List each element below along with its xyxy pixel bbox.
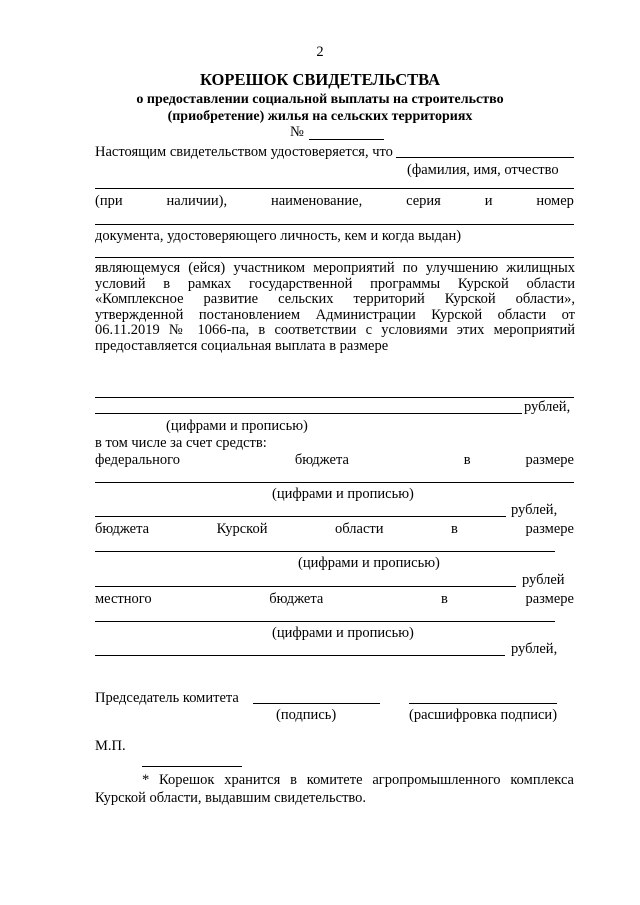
signature-hint: (подпись)	[276, 707, 337, 723]
number-label: №	[290, 124, 304, 140]
regional-word: размере	[525, 521, 574, 537]
fio-hint: (фамилия, имя, отчество	[407, 162, 559, 178]
document-hint-row	[95, 193, 574, 210]
regional-amount-line-2[interactable]	[95, 586, 516, 587]
body-line: являющемуся (ейся) участником мероприятий по улучшению жилищных	[95, 260, 575, 276]
local-word: размере	[525, 591, 574, 607]
local-word: бюджета	[269, 591, 324, 607]
regional-word: бюджета	[95, 521, 150, 537]
body-line: 06.11.2019 № 1066-па, в соответствии с условиями этих мероприятий	[95, 322, 575, 338]
federal-word: размере	[525, 452, 574, 468]
federal-word: в	[463, 452, 471, 468]
fio-continuation-line[interactable]	[95, 188, 574, 189]
local-amount-line-1[interactable]	[95, 621, 555, 622]
issued-by-field-line[interactable]	[95, 257, 574, 258]
rubles-label-total: рублей,	[524, 399, 571, 415]
local-amount-line-2[interactable]	[95, 655, 505, 656]
body-line: утвержденной постановлением Администрации Курской области от	[95, 306, 575, 323]
document-subtitle-line-2: (приобретение) жилья на сельских территориях	[167, 109, 473, 124]
hint-word: наличии),	[166, 193, 228, 209]
page-number: 2	[316, 44, 324, 60]
document-field-line[interactable]	[95, 224, 574, 225]
footnote-line-2: Курской области, выдавшим свидетельство.	[95, 790, 367, 806]
federal-budget-row	[95, 452, 574, 469]
document-subtitle-line-1: о предоставлении социальной выплаты на строительство	[136, 92, 504, 107]
local-budget-row	[95, 591, 574, 608]
document-hint-line: документа, удостоверяющего личность, кем и когда выдан)	[95, 228, 462, 244]
federal-amount-line-2[interactable]	[95, 516, 506, 517]
total-amount-hint: (цифрами и прописью)	[166, 418, 308, 434]
hint-word: номер	[536, 193, 574, 209]
signature-decode-field-line[interactable]	[409, 703, 557, 704]
regional-amount-line-1[interactable]	[95, 551, 555, 552]
body-line: условий в рамках государственной программы Курской области	[95, 275, 575, 292]
federal-word: бюджета	[294, 452, 349, 468]
body-line: предоставляется социальная выплата в размере	[95, 337, 389, 354]
footnote-line-1: * Корешок хранится в комитете агропромышленного комплекса	[142, 772, 574, 788]
footnote-separator	[142, 766, 242, 767]
stamp-label: М.П.	[95, 738, 126, 754]
hint-word: серия	[406, 193, 441, 209]
local-word: местного	[95, 591, 152, 607]
federal-word: федерального	[95, 452, 180, 468]
signature-decode-hint: (расшифровка подписи)	[409, 707, 558, 723]
rubles-label-federal: рублей,	[511, 502, 558, 518]
hint-word: наименование,	[270, 193, 363, 209]
including-text: в том числе за счет средств:	[95, 435, 267, 451]
regional-budget-row	[95, 521, 574, 538]
regional-word: Курской	[216, 521, 268, 537]
hint-word: и	[484, 193, 493, 209]
rubles-label-local: рублей,	[511, 641, 558, 657]
rubles-label-regional: рублей	[522, 572, 565, 588]
number-field-line[interactable]	[309, 139, 384, 140]
certify-text: Настоящим свидетельством удостоверяется, что	[95, 144, 393, 160]
local-word: в	[440, 591, 448, 607]
federal-amount-line-1[interactable]	[95, 482, 574, 483]
federal-amount-hint: (цифрами и прописью)	[272, 486, 414, 502]
regional-word: области	[335, 521, 384, 537]
fio-field-line[interactable]	[396, 157, 574, 158]
body-line: «Комплексное развитие сельских территорий Курской области»,	[95, 291, 575, 307]
regional-word: в	[451, 521, 458, 537]
chairman-label: Председатель комитета	[95, 690, 239, 706]
signature-field-line[interactable]	[253, 703, 380, 704]
local-amount-hint: (цифрами и прописью)	[272, 625, 414, 641]
total-amount-line-2[interactable]	[95, 413, 522, 414]
total-amount-line-1[interactable]	[95, 397, 574, 398]
document-title: КОРЕШОК СВИДЕТЕЛЬСТВА	[199, 70, 440, 89]
body-paragraph	[95, 261, 575, 354]
regional-amount-hint: (цифрами и прописью)	[298, 555, 440, 571]
hint-word: (при	[95, 193, 123, 209]
